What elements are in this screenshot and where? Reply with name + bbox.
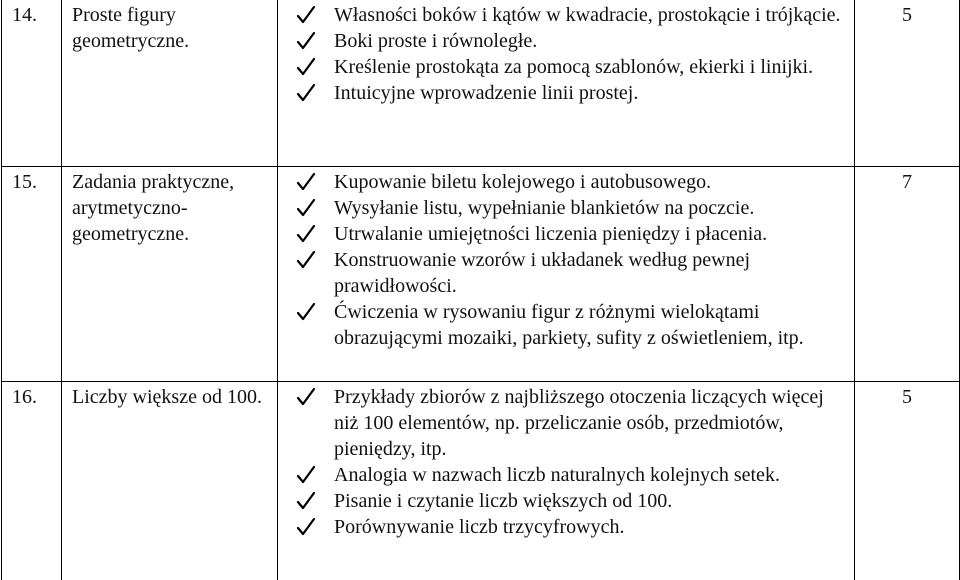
lesson-content [278, 0, 855, 167]
checkmark-icon [296, 172, 316, 192]
lesson-number: 15. [2, 167, 62, 382]
list-item [296, 488, 848, 514]
checkmark-icon [296, 465, 316, 485]
checkmark-icon [296, 250, 316, 270]
checkmark-icon [296, 491, 316, 511]
content-list [296, 2, 848, 106]
table-row [2, 0, 960, 167]
list-item [296, 384, 848, 462]
curriculum-table [1, 0, 960, 580]
lesson-content [278, 167, 855, 382]
table-row [2, 382, 960, 580]
list-item [296, 28, 848, 54]
hours-count: 5 [855, 382, 960, 580]
list-item [296, 195, 848, 221]
checkmark-icon [296, 31, 316, 51]
list-item-text: Własności boków i kątów w kwadracie, prostokącie i trójkącie. [334, 4, 841, 26]
list-item [296, 169, 848, 195]
checkmark-icon [296, 5, 316, 25]
checkmark-icon [296, 83, 316, 103]
list-item [296, 54, 848, 80]
lesson-topic: Proste figury geometryczne. [62, 0, 278, 167]
table-row [2, 167, 960, 382]
lesson-topic: Zadania praktyczne, arytmetyczno-geometryczne. [62, 167, 278, 382]
content-list [296, 384, 848, 540]
list-item-text: Kreślenie prostokąta za pomocą szablonów, ekierki i linijki. [334, 56, 814, 78]
list-item-text: Intuicyjne wprowadzenie linii prostej. [334, 82, 639, 104]
checkmark-icon [296, 517, 316, 537]
list-item-text: Porównywanie liczb trzycyfrowych. [334, 516, 625, 538]
list-item-text: Przykłady zbiorów z najbliższego otoczenia liczących więcej niż 100 elementów, np. przeliczanie osób, przedmiotów, pieniędzy, itp. [334, 386, 824, 460]
list-item-text: Kupowanie biletu kolejowego i autobusowego. [334, 171, 712, 193]
checkmark-icon [296, 198, 316, 218]
content-list [296, 169, 848, 351]
hours-count: 7 [855, 167, 960, 382]
list-item [296, 299, 848, 351]
lesson-number: 14. [2, 0, 62, 167]
list-item-text: Konstruowanie wzorów i układanek według pewnej prawidłowości. [334, 249, 750, 297]
checkmark-icon [296, 57, 316, 77]
list-item-text: Pisanie i czytanie liczb większych od 100. [334, 490, 673, 512]
lesson-topic: Liczby większe od 100. [62, 382, 278, 580]
list-item-text: Wysyłanie listu, wypełnianie blankietów na poczcie. [334, 197, 755, 219]
list-item [296, 80, 848, 106]
list-item [296, 514, 848, 540]
hours-count: 5 [855, 0, 960, 167]
list-item [296, 462, 848, 488]
list-item-text: Analogia w nazwach liczb naturalnych kolejnych setek. [334, 464, 780, 486]
lesson-content [278, 382, 855, 580]
list-item-text: Ćwiczenia w rysowaniu figur z różnymi wielokątami obrazującymi mozaiki, parkiety, sufity z oświetleniem, itp. [334, 301, 804, 349]
list-item-text: Utrwalanie umiejętności liczenia pieniędzy i płacenia. [334, 223, 768, 245]
lesson-number: 16. [2, 382, 62, 580]
list-item-text: Boki proste i równoległe. [334, 30, 538, 52]
checkmark-icon [296, 302, 316, 322]
list-item [296, 2, 848, 28]
checkmark-icon [296, 224, 316, 244]
checkmark-icon [296, 387, 316, 407]
list-item [296, 247, 848, 299]
list-item [296, 221, 848, 247]
